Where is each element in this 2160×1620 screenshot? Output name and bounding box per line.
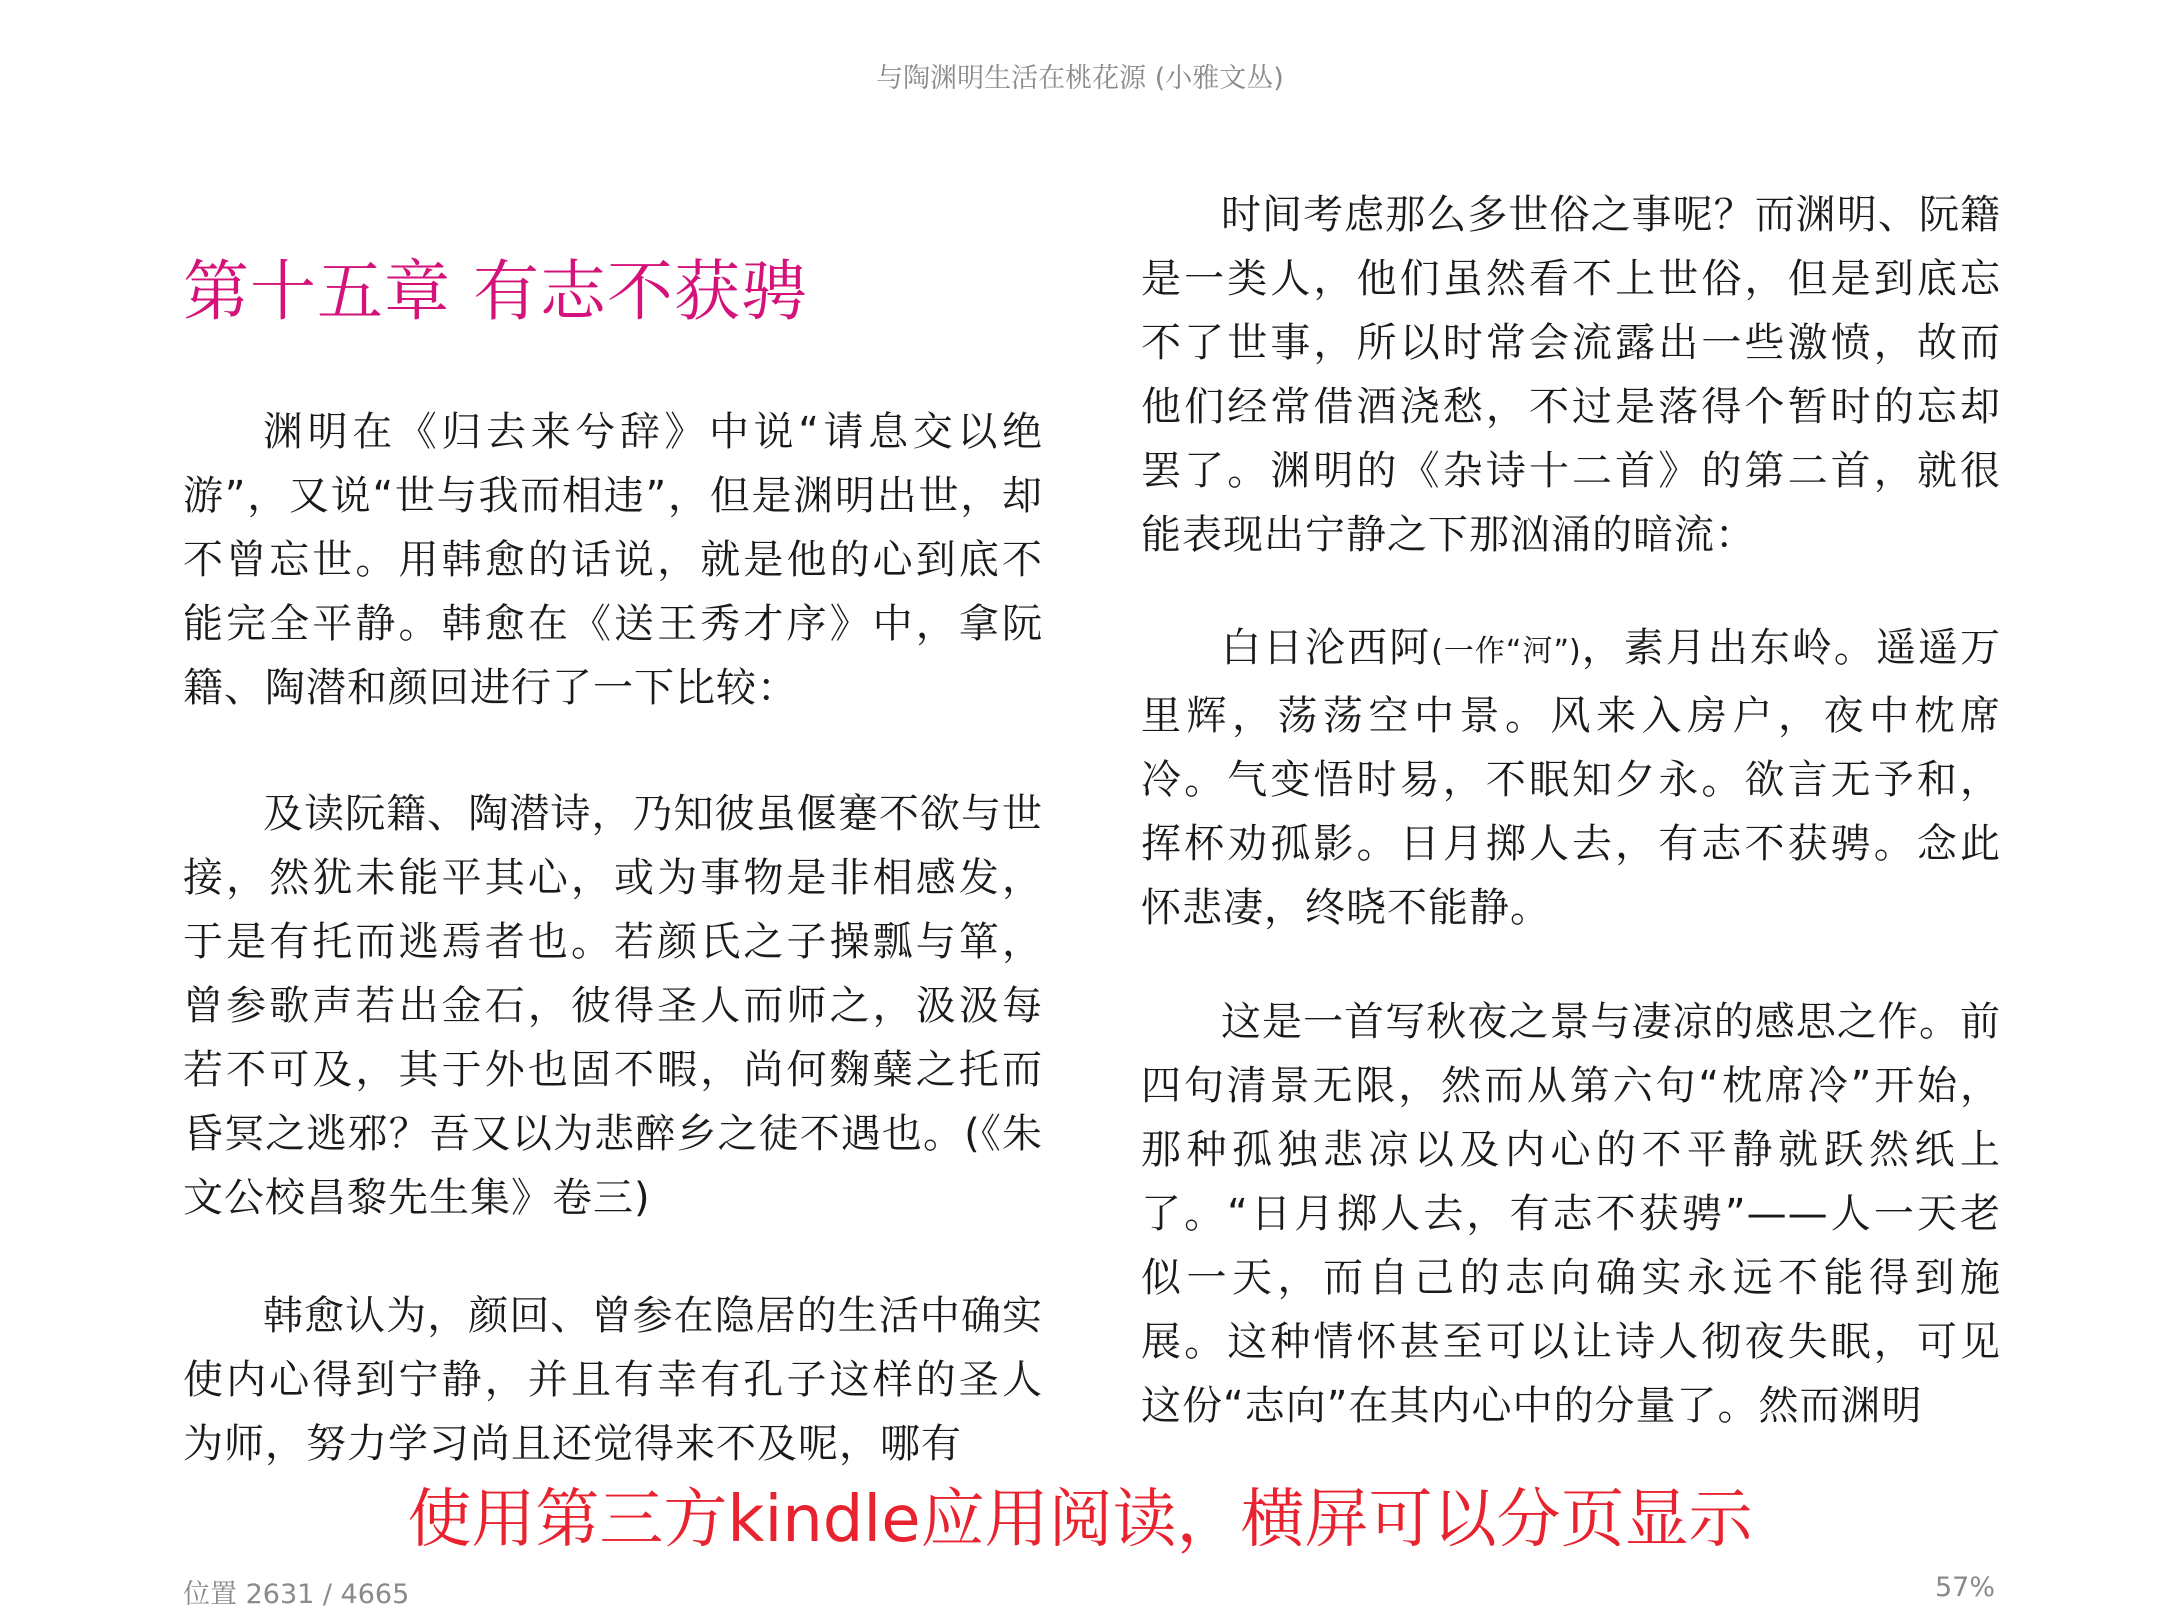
reading-location: 位置 2631 / 4665: [183, 1579, 410, 1610]
book-title: 与陶渊明生活在桃花源 (小雅文丛): [876, 63, 1284, 94]
poem-text: 白日沦西阿: [1221, 625, 1432, 671]
paragraph: 韩愈认为，颜回、曾参在隐居的生活中确实使内心得到宁静，并且有幸有孔子这样的圣人为师，努力学习尚且还觉得来不及呢，哪有: [183, 1293, 1043, 1467]
reading-progress-percent: 57%: [1934, 1572, 1995, 1603]
poem-text: ，素月出东岭。遥遥万里辉，荡荡空中景。风来入房户，夜中枕席冷。气变悟时易，不眠知夕永。欲言无予和，挥杯劝孤影。日月掷人去，有志不获骋。念此怀悲凄，终晓不能静。: [1141, 625, 2001, 931]
paragraph: 这是一首写秋夜之景与凄凉的感思之作。前四句清景无限，然而从第六句“枕席冷”开始，那种孤独悲凉以及内心的不平静就跃然纸上了。“日月掷人去，有志不获骋”——人一天老似一天，而自己的志向确实永远不能得到施展。这种情怀甚至可以让诗人彻夜失眠，可见这份“志向”在其内心中的分量了。然而渊明: [1141, 999, 2001, 1429]
chapter-title: 第十五章 有志不获骋: [183, 253, 808, 330]
quote-paragraph: 及读阮籍、陶潜诗，乃知彼虽偃蹇不欲与世接，然犹未能平其心，或为事物是非相感发，于是有托而逃焉者也。若颜氏之子操瓢与箪，曾参歌声若出金石，彼得圣人而师之，汲汲每若不可及，其于外也固不暇，尚何麴蘖之托而昏冥之逃邪？吾又以为悲醉乡之徒不遇也。(《朱文公校昌黎先生集》卷三): [183, 791, 1043, 1221]
poem-paragraph: [1141, 616, 2001, 940]
poem-note: (一作“河”): [1431, 634, 1581, 669]
paragraph: 时间考虑那么多世俗之事呢？而渊明、阮籍是一类人，他们虽然看不上世俗，但是到底忘不了世事，所以时常会流露出一些激愤，故而他们经常借酒浇愁，不过是落得个暂时的忘却罢了。渊明的《杂诗十二首》的第二首，就很能表现出宁静之下那汹涌的暗流：: [1141, 192, 2001, 558]
overlay-caption: 使用第三方kindle应用阅读，横屏可以分页显示: [407, 1483, 1753, 1557]
paragraph: 渊明在《归去来兮辞》中说“请息交以绝游”，又说“世与我而相违”，但是渊明出世，却不曾忘世。用韩愈的话说，就是他的心到底不能完全平静。韩愈在《送王秀才序》中，拿阮籍、陶潜和颜回进行了一下比较：: [183, 409, 1043, 711]
